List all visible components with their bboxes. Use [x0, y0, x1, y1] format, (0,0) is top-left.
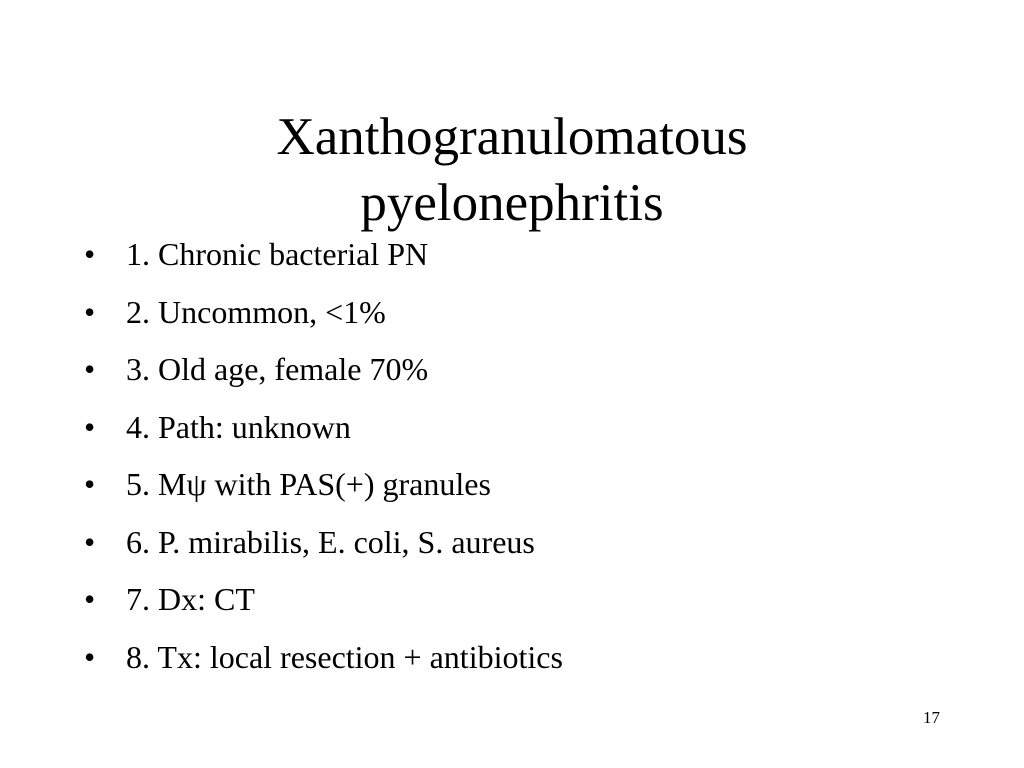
- slide-number: 17: [923, 708, 940, 727]
- bullet-dot-icon: •: [84, 523, 96, 560]
- bullet-dot-icon: •: [84, 408, 96, 445]
- bullet-text: 3. Old age, female 70%: [126, 351, 429, 387]
- bullet-text: 8. Tx: local resection + antibiotics: [126, 638, 563, 675]
- slide-title-line-2: pyelonephritis: [360, 173, 664, 232]
- bullet-dot-icon: •: [84, 236, 96, 272]
- bullet-list: [84, 230, 563, 690]
- bullet-item: [84, 518, 563, 576]
- bullet-item: [84, 230, 563, 288]
- bullet-text: 2. Uncommon, <1%: [126, 293, 386, 330]
- bullet-text: 7. Dx: CT: [126, 581, 255, 617]
- bullet-text: 1. Chronic bacterial PN: [126, 236, 429, 272]
- bullet-dot-icon: •: [84, 351, 96, 387]
- bullet-dot-icon: •: [84, 581, 96, 617]
- bullet-item: [84, 575, 563, 633]
- slide-title-line-1: Xanthogranulomatous: [276, 107, 748, 166]
- bullet-item: [84, 345, 563, 403]
- bullet-dot-icon: •: [84, 293, 96, 330]
- bullet-dot-icon: •: [84, 466, 96, 502]
- bullet-item: [84, 403, 563, 461]
- bullet-item: [84, 460, 563, 518]
- bullet-dot-icon: •: [84, 638, 96, 675]
- bullet-item: [84, 633, 563, 691]
- bullet-text: 4. Path: unknown: [126, 408, 351, 445]
- bullet-text: 5. Mψ with PAS(+) granules: [126, 466, 491, 502]
- bullet-text: 6. P. mirabilis, E. coli, S. aureus: [126, 523, 535, 560]
- bullet-item: [84, 288, 563, 346]
- slide-title: [0, 104, 1024, 236]
